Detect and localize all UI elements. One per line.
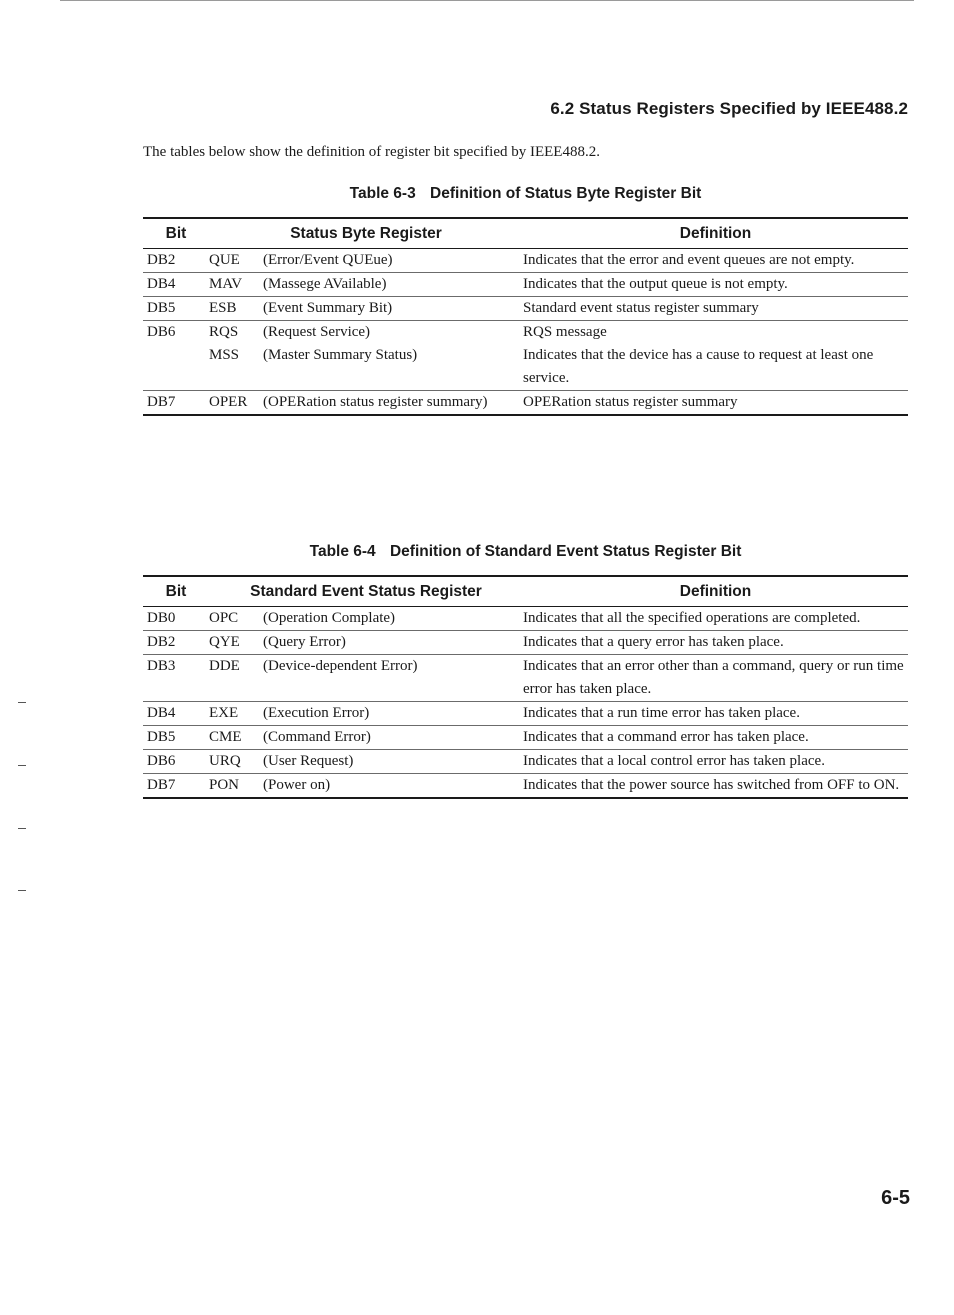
table-row <box>143 726 908 750</box>
intro-paragraph: The tables below show the definition of register bit specified by IEEE488.2. <box>143 144 600 160</box>
name-cell: (Error/Event QUEue) <box>263 249 523 273</box>
standard-event-status-register-table <box>143 575 908 799</box>
table-row <box>143 297 908 321</box>
definition-cell: Indicates that all the specified operations are completed. <box>523 607 908 631</box>
definition-cell: Indicates that a local control error has taken place. <box>523 750 908 774</box>
bit-cell: DB6 <box>147 324 176 340</box>
table-caption-title: Definition of Standard Event Status Register Bit <box>389 543 742 560</box>
table-row <box>143 750 908 774</box>
bit-cell: DB4 <box>143 702 209 726</box>
name-cell: (Massege AVailable) <box>263 273 523 297</box>
mnemonic-cell: ESB <box>209 297 263 321</box>
definition-cell: Indicates that a run time error has taken place. <box>523 702 908 726</box>
table-row <box>143 249 908 273</box>
table-caption-number: Table 6-4 <box>309 543 376 560</box>
table-row <box>143 702 908 726</box>
header-definition: Definition <box>523 576 908 607</box>
table-header-row <box>143 218 908 249</box>
bit-cell: DB3 <box>143 655 209 702</box>
definition-cell: Indicates that the power source has switched from OFF to ON. <box>523 774 908 799</box>
table-row <box>143 607 908 631</box>
name-cell: (Master Summary Status) <box>263 344 523 391</box>
margin-mark <box>18 828 26 829</box>
mnemonic-cell: QUE <box>209 249 263 273</box>
mnemonic-cell: CME <box>209 726 263 750</box>
header-bit: Bit <box>143 576 209 607</box>
name-cell: (Query Error) <box>263 631 523 655</box>
definition-cell: Indicates that the device has a cause to request at least one service. <box>523 344 908 391</box>
table-row <box>143 273 908 297</box>
definition-cell: Indicates that a query error has taken place. <box>523 631 908 655</box>
mnemonic-cell: OPER <box>209 391 263 416</box>
bit-cell: DB7 <box>143 391 209 416</box>
mnemonic-cell: PON <box>209 774 263 799</box>
table-caption-number: Table 6-3 <box>349 185 416 202</box>
name-cell: (Command Error) <box>263 726 523 750</box>
mnemonic-cell: MSS <box>209 344 263 391</box>
bit-cell: DB7 <box>143 774 209 799</box>
section-heading: 6.2 Status Registers Specified by IEEE488.2 <box>550 99 908 118</box>
name-cell: (User Request) <box>263 750 523 774</box>
header-definition: Definition <box>523 218 908 249</box>
status-byte-register-table <box>143 217 908 416</box>
table-row <box>143 631 908 655</box>
table-row <box>143 391 908 416</box>
definition-cell: Standard event status register summary <box>523 297 908 321</box>
name-cell: (Power on) <box>263 774 523 799</box>
table-row <box>143 344 908 391</box>
bit-cell: DB5 <box>143 297 209 321</box>
definition-cell: Indicates that an error other than a command, query or run time error has taken place. <box>523 655 908 702</box>
name-cell: (OPERation status register summary) <box>263 391 523 416</box>
name-cell: (Execution Error) <box>263 702 523 726</box>
top-rule <box>60 0 914 1</box>
name-cell: (Event Summary Bit) <box>263 297 523 321</box>
margin-mark <box>18 765 26 766</box>
table-caption <box>143 185 908 203</box>
mnemonic-cell: OPC <box>209 607 263 631</box>
definition-cell: Indicates that the output queue is not empty. <box>523 273 908 297</box>
bit-cell: DB0 <box>143 607 209 631</box>
definition-cell: RQS message <box>523 324 607 340</box>
mnemonic-cell: RQS <box>209 324 239 340</box>
margin-mark <box>18 702 26 703</box>
mnemonic-cell: DDE <box>209 655 263 702</box>
margin-mark <box>18 890 26 891</box>
bit-cell: DB5 <box>143 726 209 750</box>
bit-cell: DB6 <box>143 750 209 774</box>
mnemonic-cell: QYE <box>209 631 263 655</box>
name-cell: (Device-dependent Error) <box>263 655 523 702</box>
page-number: 6-5 <box>881 1187 910 1209</box>
table-row <box>143 774 908 799</box>
table-caption-title: Definition of Status Byte Register Bit <box>430 185 702 202</box>
mnemonic-cell: EXE <box>209 702 263 726</box>
header-register: Standard Event Status Register <box>209 576 523 607</box>
bit-cell <box>143 344 209 391</box>
definition-cell: Indicates that a command error has taken place. <box>523 726 908 750</box>
name-cell: (Request Service) <box>263 324 371 340</box>
table-row <box>143 655 908 702</box>
mnemonic-cell: MAV <box>209 273 263 297</box>
bit-cell: DB2 <box>143 631 209 655</box>
bit-cell: DB4 <box>143 273 209 297</box>
mnemonic-cell: URQ <box>209 750 263 774</box>
definition-cell: OPERation status register summary <box>523 391 908 416</box>
definition-cell: Indicates that the error and event queues are not empty. <box>523 249 908 273</box>
header-bit: Bit <box>143 218 209 249</box>
table-caption <box>143 543 908 561</box>
name-cell: (Operation Complate) <box>263 607 523 631</box>
table-header-row <box>143 576 908 607</box>
table-row <box>143 321 908 345</box>
header-register: Status Byte Register <box>209 218 523 249</box>
bit-cell: DB2 <box>143 249 209 273</box>
